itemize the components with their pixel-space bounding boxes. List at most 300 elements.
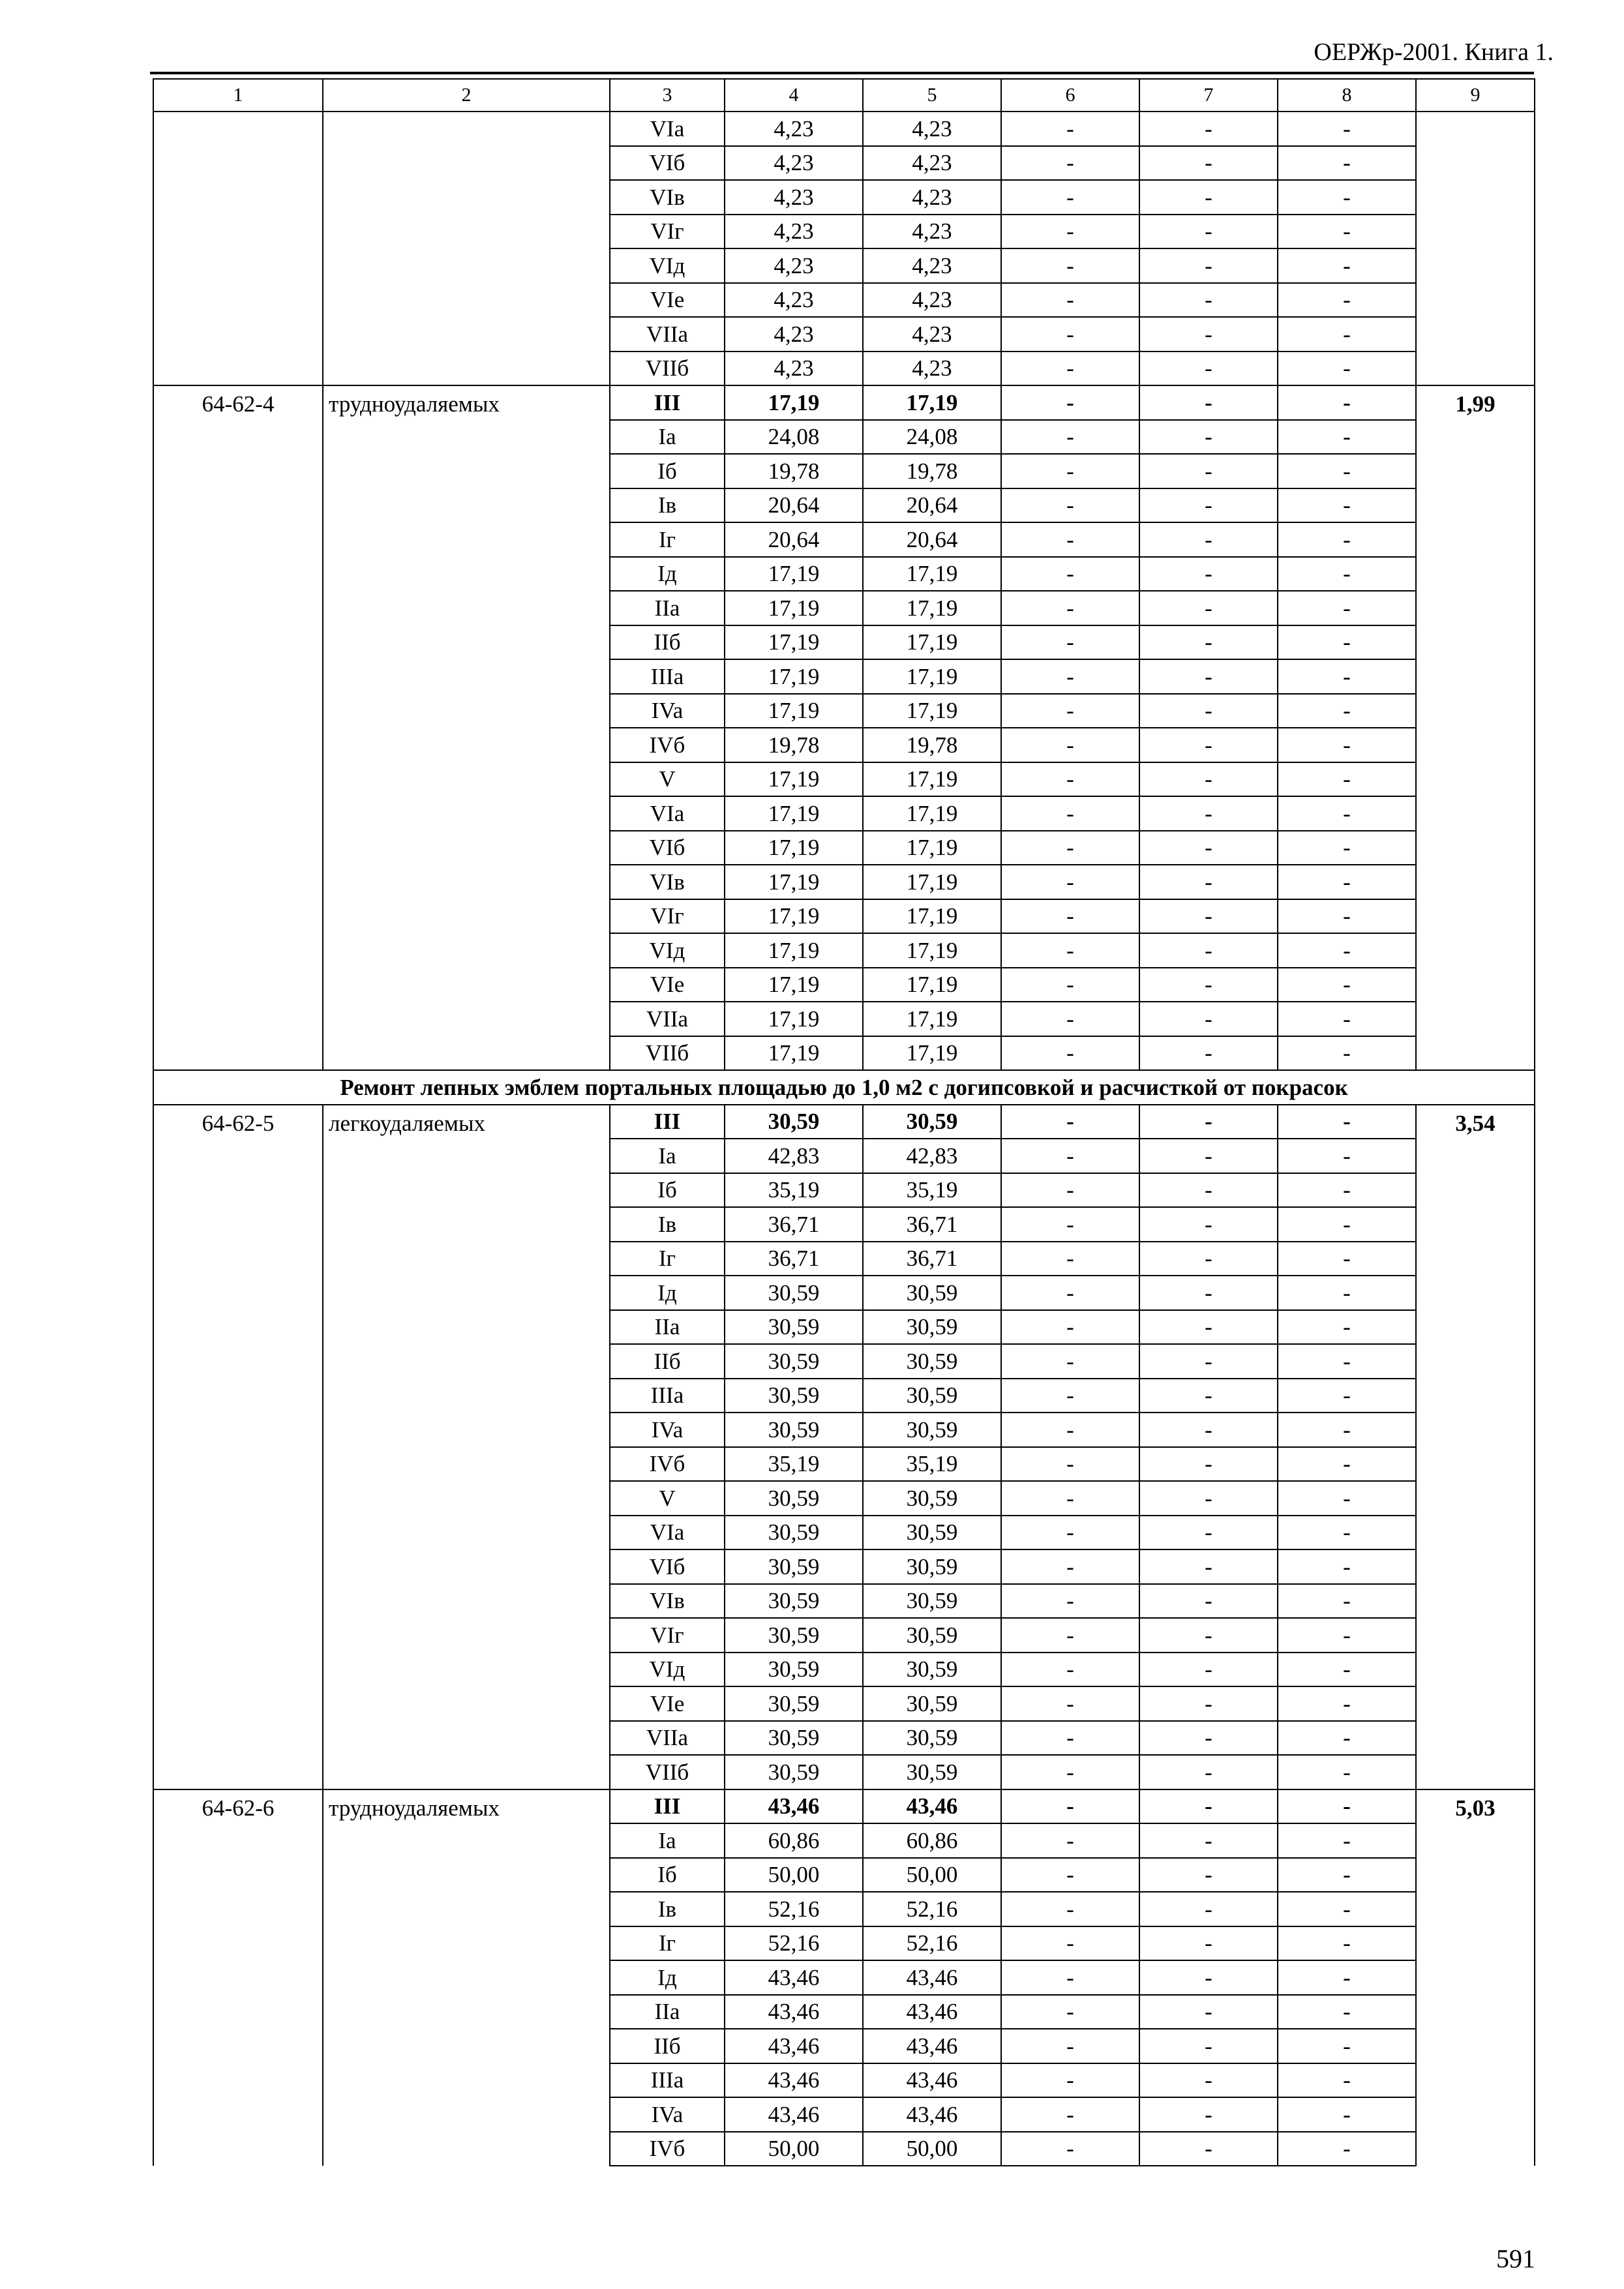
wage-cell: 50,00 [863,2132,1001,2166]
wage-cell: 20,64 [863,522,1001,557]
cost-cell: 20,64 [725,522,863,557]
machine-cell: - [1001,1036,1139,1071]
cost-cell: 30,59 [725,1653,863,1687]
wage-cell: 4,23 [863,146,1001,181]
wage-cell: 43,46 [863,1995,1001,2029]
machinist-wage-cell: - [1139,2063,1278,2098]
machinist-wage-cell: - [1139,1310,1278,1345]
wage-cell: 19,78 [863,728,1001,762]
machinist-wage-cell: - [1139,420,1278,455]
machinist-wage-cell: - [1139,522,1278,557]
machine-cell: - [1001,762,1139,797]
machine-cell: - [1001,1413,1139,1447]
cost-cell: 30,59 [725,1481,863,1516]
machinist-wage-cell: - [1139,1447,1278,1482]
material-cost-cell: - [1278,454,1416,488]
zone-cell: Iд [610,557,725,591]
cost-cell: 43,46 [725,2097,863,2132]
machine-cell: - [1001,146,1139,181]
materials-cell: 5,03 [1416,1789,1535,2166]
machine-cell: - [1001,1276,1139,1310]
wage-cell: 30,59 [863,1516,1001,1550]
material-cost-cell: - [1278,1207,1416,1242]
wage-cell: 30,59 [863,1105,1001,1139]
material-cost-cell: - [1278,317,1416,352]
wage-cell: 30,59 [863,1379,1001,1413]
zone-cell: Ia [610,1823,725,1858]
machinist-wage-cell: - [1139,352,1278,386]
material-cost-cell: - [1278,385,1416,420]
cost-cell: 19,78 [725,454,863,488]
wage-cell: 17,19 [863,933,1001,968]
wage-cell: 17,19 [863,899,1001,934]
machine-cell: - [1001,659,1139,694]
zone-cell: IVa [610,2097,725,2132]
wage-cell: 43,46 [863,1960,1001,1995]
material-cost-cell: - [1278,659,1416,694]
cost-cell: 52,16 [725,1892,863,1926]
material-cost-cell: - [1278,1242,1416,1276]
zone-cell: VIг [610,1618,725,1653]
material-cost-cell: - [1278,831,1416,865]
material-cost-cell: - [1278,1789,1416,1824]
material-cost-cell: - [1278,1344,1416,1379]
cost-cell: 50,00 [725,2132,863,2166]
cost-cell: 30,59 [725,1721,863,1756]
material-cost-cell: - [1278,762,1416,797]
cost-cell: 36,71 [725,1242,863,1276]
wage-cell: 43,46 [863,2029,1001,2063]
column-number: 8 [1278,79,1416,112]
machine-cell: - [1001,1858,1139,1893]
machinist-wage-cell: - [1139,1276,1278,1310]
wage-cell: 4,23 [863,317,1001,352]
machine-cell: - [1001,557,1139,591]
zone-cell: VIe [610,968,725,1002]
wage-cell: 36,71 [863,1207,1001,1242]
machinist-wage-cell: - [1139,283,1278,318]
machine-cell: - [1001,180,1139,215]
cost-cell: 30,59 [725,1584,863,1619]
wage-cell: 30,59 [863,1344,1001,1379]
wage-cell: 17,19 [863,762,1001,797]
table-row [153,112,1535,146]
column-number: 2 [323,79,610,112]
cost-cell: 43,46 [725,1960,863,1995]
machinist-wage-cell: - [1139,1242,1278,1276]
wage-cell: 30,59 [863,1549,1001,1584]
column-number: 5 [863,79,1001,112]
machinist-wage-cell: - [1139,248,1278,283]
column-number: 3 [610,79,725,112]
cost-cell: 35,19 [725,1447,863,1482]
machine-cell: - [1001,728,1139,762]
zone-cell: VIIб [610,352,725,386]
machine-cell: - [1001,899,1139,934]
cost-cell: 17,19 [725,831,863,865]
material-cost-cell: - [1278,694,1416,728]
machine-cell: - [1001,454,1139,488]
wage-cell: 19,78 [863,454,1001,488]
wage-cell: 35,19 [863,1447,1001,1482]
machine-cell: - [1001,1242,1139,1276]
wage-cell: 43,46 [863,2097,1001,2132]
cost-cell: 30,59 [725,1276,863,1310]
wage-cell: 4,23 [863,283,1001,318]
machine-cell: - [1001,2132,1139,2166]
machinist-wage-cell: - [1139,831,1278,865]
machinist-wage-cell: - [1139,1995,1278,2029]
cost-cell: 36,71 [725,1207,863,1242]
machine-cell: - [1001,2029,1139,2063]
machine-cell: - [1001,625,1139,660]
machinist-wage-cell: - [1139,933,1278,968]
materials-cell: 1,99 [1416,385,1535,1070]
machinist-wage-cell: - [1139,899,1278,934]
cost-cell: 20,64 [725,488,863,523]
rates-table-body [153,79,1535,2166]
machinist-wage-cell: - [1139,1173,1278,1208]
material-cost-cell: - [1278,522,1416,557]
material-cost-cell: - [1278,2029,1416,2063]
wage-cell: 36,71 [863,1242,1001,1276]
cost-cell: 17,19 [725,968,863,1002]
zone-cell: VIa [610,1516,725,1550]
material-cost-cell: - [1278,2132,1416,2166]
machine-cell: - [1001,1789,1139,1824]
zone-cell: IIa [610,591,725,625]
material-cost-cell: - [1278,1686,1416,1721]
cost-cell: 4,23 [725,180,863,215]
material-cost-cell: - [1278,1755,1416,1789]
zone-cell: III [610,1105,725,1139]
materials-cell [1416,112,1535,385]
material-cost-cell: - [1278,1002,1416,1036]
wage-cell: 17,19 [863,557,1001,591]
machine-cell: - [1001,1173,1139,1208]
material-cost-cell: - [1278,968,1416,1002]
material-cost-cell: - [1278,1960,1416,1995]
cost-cell: 17,19 [725,591,863,625]
wage-cell: 17,19 [863,659,1001,694]
cost-cell: 17,19 [725,694,863,728]
machine-cell: - [1001,1207,1139,1242]
material-cost-cell: - [1278,1516,1416,1550]
cost-cell: 4,23 [725,112,863,146]
cost-cell: 30,59 [725,1379,863,1413]
wage-cell: 30,59 [863,1755,1001,1789]
machinist-wage-cell: - [1139,2097,1278,2132]
machinist-wage-cell: - [1139,317,1278,352]
zone-cell: IIб [610,1344,725,1379]
material-cost-cell: - [1278,1721,1416,1756]
cost-cell: 30,59 [725,1755,863,1789]
item-code-cell: 64-62-6 [153,1789,323,2166]
zone-cell: V [610,1481,725,1516]
machinist-wage-cell: - [1139,180,1278,215]
section-title: Ремонт лепных эмблем портальных площадью до 1,0 м2 с догипсовкой и расчисткой от покрасок [153,1070,1535,1105]
material-cost-cell: - [1278,215,1416,249]
wage-cell: 30,59 [863,1481,1001,1516]
machine-cell: - [1001,1995,1139,2029]
zone-cell: VIг [610,215,725,249]
machine-cell: - [1001,1139,1139,1173]
machine-cell: - [1001,1721,1139,1756]
machinist-wage-cell: - [1139,1105,1278,1139]
machine-cell: - [1001,831,1139,865]
zone-cell: VIв [610,865,725,899]
material-cost-cell: - [1278,1276,1416,1310]
wage-cell: 30,59 [863,1686,1001,1721]
zone-cell: Ia [610,1139,725,1173]
machinist-wage-cell: - [1139,1721,1278,1756]
machine-cell: - [1001,1823,1139,1858]
cost-cell: 35,19 [725,1173,863,1208]
material-cost-cell: - [1278,1036,1416,1071]
zone-cell: VIa [610,796,725,831]
column-number: 1 [153,79,323,112]
machinist-wage-cell: - [1139,762,1278,797]
cost-cell: 30,59 [725,1344,863,1379]
wage-cell: 17,19 [863,591,1001,625]
zone-cell: VIб [610,1549,725,1584]
material-cost-cell: - [1278,796,1416,831]
cost-cell: 17,19 [725,659,863,694]
material-cost-cell: - [1278,1549,1416,1584]
cost-cell: 4,23 [725,352,863,386]
machinist-wage-cell: - [1139,2029,1278,2063]
machine-cell: - [1001,2097,1139,2132]
material-cost-cell: - [1278,1139,1416,1173]
column-number: 9 [1416,79,1535,112]
machinist-wage-cell: - [1139,1789,1278,1824]
material-cost-cell: - [1278,283,1416,318]
zone-cell: Iб [610,454,725,488]
zone-cell: Iг [610,1926,725,1961]
zone-cell: VIe [610,283,725,318]
machinist-wage-cell: - [1139,1036,1278,1071]
machine-cell: - [1001,1653,1139,1687]
machinist-wage-cell: - [1139,1549,1278,1584]
wage-cell: 20,64 [863,488,1001,523]
page-number: 591 [1496,2244,1535,2273]
material-cost-cell: - [1278,1823,1416,1858]
material-cost-cell: - [1278,1584,1416,1619]
wage-cell: 17,19 [863,385,1001,420]
wage-cell: 30,59 [863,1618,1001,1653]
zone-cell: VIIa [610,1721,725,1756]
cost-cell: 30,59 [725,1310,863,1345]
wage-cell: 17,19 [863,625,1001,660]
wage-cell: 30,59 [863,1310,1001,1345]
zone-cell: VIIa [610,317,725,352]
table-row [153,1789,1535,1824]
machinist-wage-cell: - [1139,1379,1278,1413]
item-code-cell: 64-62-4 [153,385,323,1070]
wage-cell: 42,83 [863,1139,1001,1173]
machine-cell: - [1001,1516,1139,1550]
machine-cell: - [1001,488,1139,523]
column-number: 6 [1001,79,1139,112]
wage-cell: 30,59 [863,1721,1001,1756]
cost-cell: 17,19 [725,385,863,420]
machinist-wage-cell: - [1139,146,1278,181]
zone-cell: Iб [610,1173,725,1208]
cost-cell: 24,08 [725,420,863,455]
wage-cell: 17,19 [863,968,1001,1002]
wage-cell: 17,19 [863,865,1001,899]
material-cost-cell: - [1278,625,1416,660]
wage-cell: 4,23 [863,180,1001,215]
zone-cell: IIб [610,625,725,660]
machine-cell: - [1001,1379,1139,1413]
machinist-wage-cell: - [1139,1892,1278,1926]
cost-cell: 4,23 [725,248,863,283]
cost-cell: 4,23 [725,215,863,249]
material-cost-cell: - [1278,591,1416,625]
column-number-row [153,79,1535,112]
machine-cell: - [1001,1755,1139,1789]
machinist-wage-cell: - [1139,659,1278,694]
page-header-title: ОЕРЖр-2001. Книга 1. [1314,38,1554,66]
machinist-wage-cell: - [1139,968,1278,1002]
zone-cell: Iд [610,1960,725,1995]
item-name-cell: трудноудаляемых [323,1789,610,2166]
material-cost-cell: - [1278,2097,1416,2132]
wage-cell: 52,16 [863,1892,1001,1926]
wage-cell: 4,23 [863,352,1001,386]
zone-cell: VIб [610,831,725,865]
cost-cell: 30,59 [725,1516,863,1550]
wage-cell: 4,23 [863,215,1001,249]
zone-cell: Ia [610,420,725,455]
material-cost-cell: - [1278,899,1416,934]
material-cost-cell: - [1278,1413,1416,1447]
zone-cell: IVб [610,2132,725,2166]
machinist-wage-cell: - [1139,1207,1278,1242]
machine-cell: - [1001,112,1139,146]
wage-cell: 60,86 [863,1823,1001,1858]
machine-cell: - [1001,2063,1139,2098]
wage-cell: 4,23 [863,112,1001,146]
zone-cell: Iв [610,1892,725,1926]
machine-cell: - [1001,248,1139,283]
material-cost-cell: - [1278,112,1416,146]
machinist-wage-cell: - [1139,1960,1278,1995]
machine-cell: - [1001,1344,1139,1379]
materials-cell: 3,54 [1416,1105,1535,1789]
material-cost-cell: - [1278,1995,1416,2029]
material-cost-cell: - [1278,1105,1416,1139]
zone-cell: VIIб [610,1755,725,1789]
machinist-wage-cell: - [1139,728,1278,762]
zone-cell: VIe [610,1686,725,1721]
zone-cell: IIa [610,1995,725,2029]
machinist-wage-cell: - [1139,385,1278,420]
zone-cell: IVб [610,1447,725,1482]
zone-cell: III [610,385,725,420]
machinist-wage-cell: - [1139,1823,1278,1858]
wage-cell: 43,46 [863,2063,1001,2098]
wage-cell: 17,19 [863,796,1001,831]
cost-cell: 43,46 [725,1789,863,1824]
zone-cell: V [610,762,725,797]
zone-cell: IIIa [610,2063,725,2098]
machine-cell: - [1001,317,1139,352]
zone-cell: Iг [610,1242,725,1276]
machine-cell: - [1001,1618,1139,1653]
wage-cell: 24,08 [863,420,1001,455]
machine-cell: - [1001,352,1139,386]
wage-cell: 52,16 [863,1926,1001,1961]
zone-cell: VIIa [610,1002,725,1036]
zone-cell: IIIa [610,1379,725,1413]
cost-cell: 19,78 [725,728,863,762]
material-cost-cell: - [1278,557,1416,591]
material-cost-cell: - [1278,933,1416,968]
machinist-wage-cell: - [1139,1516,1278,1550]
zone-cell: IIб [610,2029,725,2063]
zone-cell: Iв [610,488,725,523]
item-name-cell: трудноудаляемых [323,385,610,1070]
material-cost-cell: - [1278,1892,1416,1926]
machine-cell: - [1001,1584,1139,1619]
wage-cell: 30,59 [863,1584,1001,1619]
zone-cell: VIIб [610,1036,725,1071]
wage-cell: 50,00 [863,1858,1001,1893]
rates-table [153,78,1535,2166]
machine-cell: - [1001,865,1139,899]
material-cost-cell: - [1278,1858,1416,1893]
material-cost-cell: - [1278,248,1416,283]
column-number: 4 [725,79,863,112]
machine-cell: - [1001,1002,1139,1036]
machine-cell: - [1001,1892,1139,1926]
zone-cell: VIд [610,248,725,283]
cost-cell: 30,59 [725,1618,863,1653]
item-name-cell [323,112,610,385]
cost-cell: 17,19 [725,1036,863,1071]
zone-cell: VIд [610,1653,725,1687]
cost-cell: 60,86 [725,1823,863,1858]
wage-cell: 17,19 [863,1002,1001,1036]
section-title-row [153,1070,1535,1105]
zone-cell: VIв [610,180,725,215]
machine-cell: - [1001,968,1139,1002]
wage-cell: 17,19 [863,831,1001,865]
machinist-wage-cell: - [1139,215,1278,249]
zone-cell: VIв [610,1584,725,1619]
machinist-wage-cell: - [1139,1413,1278,1447]
material-cost-cell: - [1278,1379,1416,1413]
item-name-cell: легкоудаляемых [323,1105,610,1789]
cost-cell: 17,19 [725,557,863,591]
wage-cell: 35,19 [863,1173,1001,1208]
zone-cell: Iд [610,1276,725,1310]
cost-cell: 17,19 [725,933,863,968]
machine-cell: - [1001,933,1139,968]
cost-cell: 43,46 [725,2029,863,2063]
cost-cell: 17,19 [725,796,863,831]
material-cost-cell: - [1278,420,1416,455]
machinist-wage-cell: - [1139,1584,1278,1619]
machinist-wage-cell: - [1139,1481,1278,1516]
wage-cell: 4,23 [863,248,1001,283]
zone-cell: VIa [610,112,725,146]
material-cost-cell: - [1278,180,1416,215]
wage-cell: 30,59 [863,1653,1001,1687]
machinist-wage-cell: - [1139,1926,1278,1961]
